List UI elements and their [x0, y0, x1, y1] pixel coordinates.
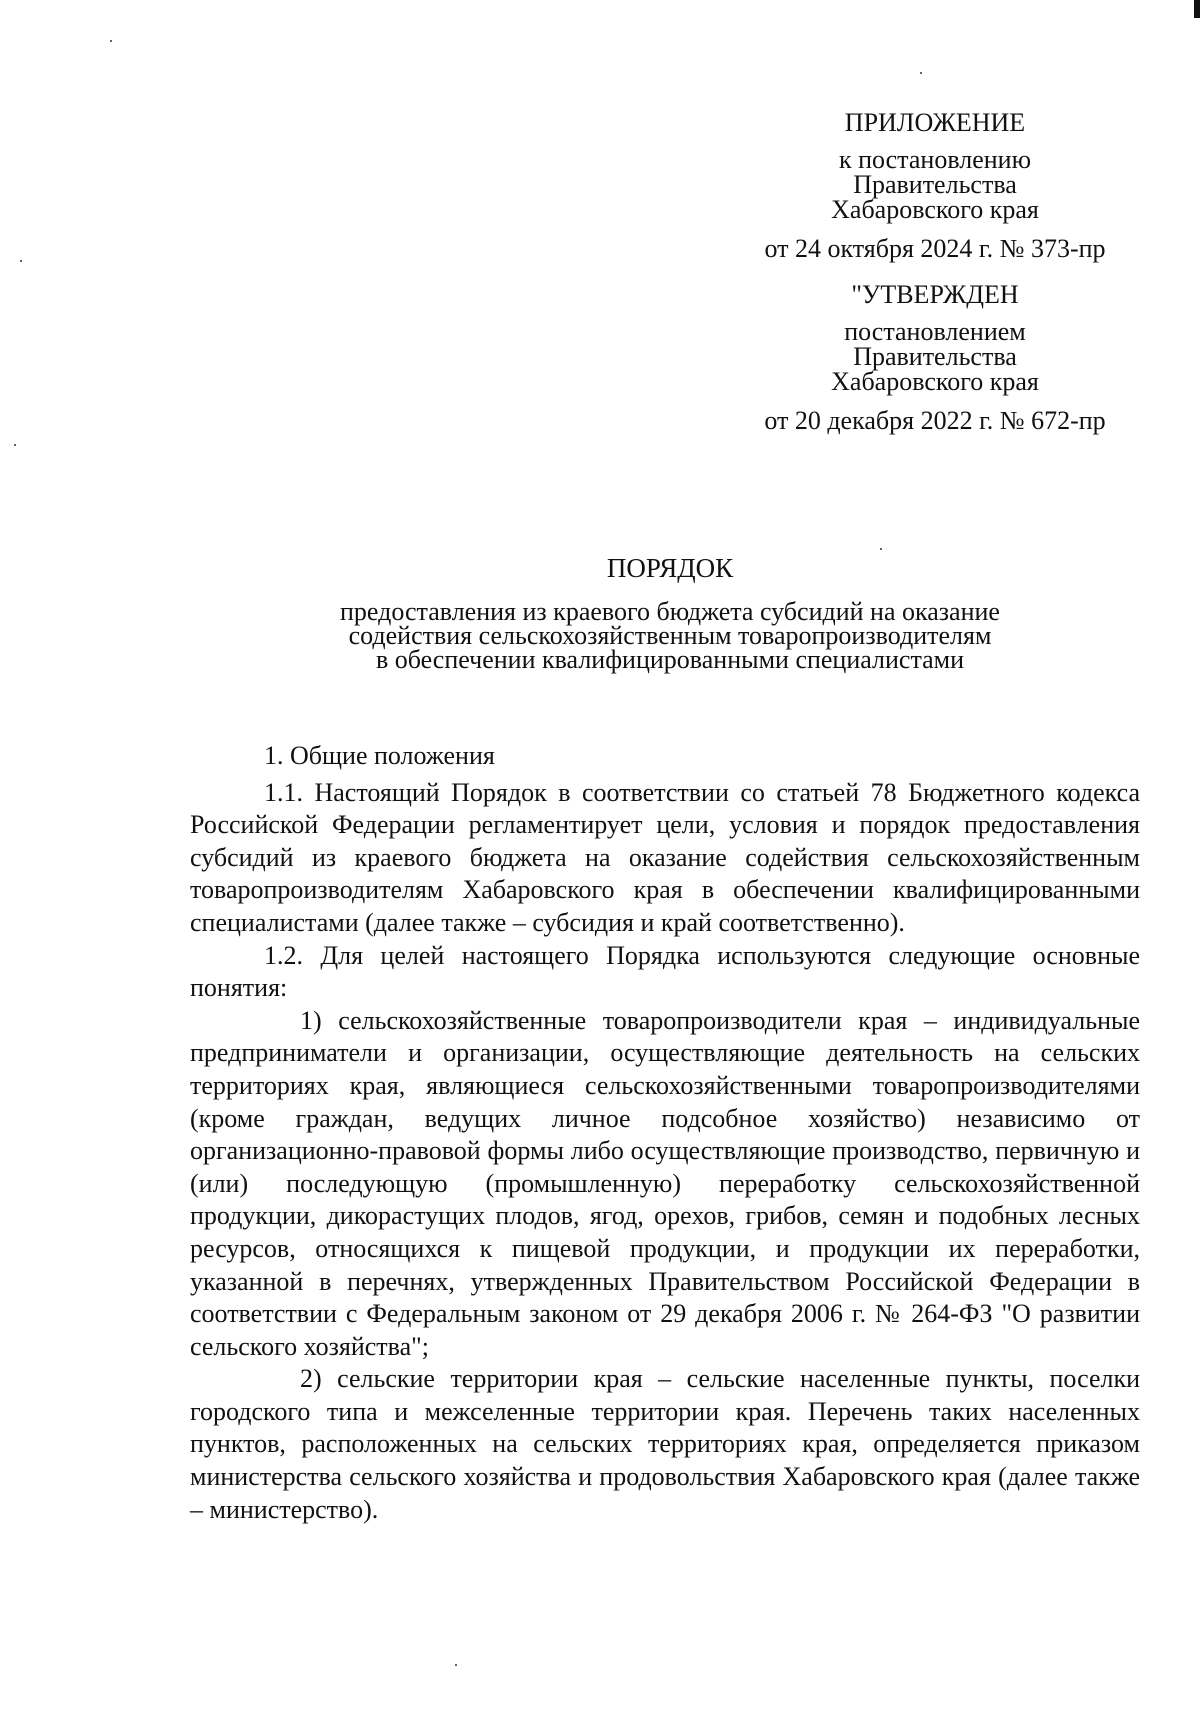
approved-date: от 20 декабря 2022 г. № 672-пр	[764, 406, 1106, 435]
document-title-block	[190, 553, 1150, 674]
approved-heading: "УТВЕРЖДЕН	[851, 280, 1019, 309]
appendix-line: к постановлению	[838, 145, 1032, 174]
document-body	[190, 740, 1140, 1526]
appendix-block	[700, 110, 1170, 261]
approved-block	[700, 282, 1170, 433]
document-subtitle-line: содействия сельскохозяйственным товаропроизводителям	[348, 621, 992, 650]
document-subtitle-line: предоставления из краевого бюджета субсидий на оказание	[340, 597, 1000, 626]
appendix-date: от 24 октября 2024 г. № 373-пр	[764, 234, 1106, 263]
approved-line: Хабаровского края	[831, 367, 1039, 396]
approved-line: постановлением	[844, 317, 1026, 346]
scan-speck	[880, 548, 882, 550]
document-subtitle-line: в обеспечении квалифицированными специалистами	[375, 645, 965, 674]
appendix-heading: ПРИЛОЖЕНИЕ	[844, 108, 1026, 137]
scan-speck	[455, 1664, 457, 1666]
appendix-line: Хабаровского края	[831, 195, 1039, 224]
scan-edge-mark	[1194, 0, 1200, 18]
scan-speck	[110, 40, 112, 42]
paragraph-1-2: 1.2. Для целей настоящего Порядка используются следующие основные понятия:	[190, 940, 1140, 1003]
paragraph-1-1: 1.1. Настоящий Порядок в соответствии со статьей 78 Бюджетного кодекса Российской Федерации регламентирует цели, условия и порядок предоставления субсидий из краевого бюджета на оказание содействия сельскохозяйственным товаропроизводителям Хабаровского края в обеспечении квалифицированными специалистами (далее также – субсидия и край соответственно).	[190, 777, 1140, 937]
appendix-line: Правительства	[853, 170, 1017, 199]
scan-speck	[20, 260, 22, 262]
document-title: ПОРЯДОК	[606, 553, 734, 583]
definition-item-2: 2) сельские территории края – сельские населенные пункты, поселки городского типа и межселенные территории края. Перечень таких населенных пунктов, расположенных на сельских территориях края, определяется приказом министерства сельского хозяйства и продовольствия Хабаровского края (далее также – министерство).	[190, 1364, 1140, 1524]
section-heading: 1. Общие положения	[264, 741, 495, 770]
scan-speck	[920, 72, 922, 74]
approved-line: Правительства	[853, 342, 1017, 371]
definition-item-1: 1) сельскохозяйственные товаропроизводители края – индивидуальные предприниматели и организации, осуществляющие деятельность на сельских территориях края, являющиеся сельскохозяйственными товаропроизводителями (кроме граждан, ведущих личное подсобное хозяйство) независимо от организационно-правовой формы либо осуществляющие производство, первичную и (или) последующую (промышленную) переработку сельскохозяйственной продукции, дикорастущих плодов, ягод, орехов, грибов, семян и подобных лесных ресурсов, относящихся к пищевой продукции, и продукции их переработки, указанной в перечнях, утвержденных Правительством Российской Федерации в соответствии с Федеральным законом от 29 декабря 2006 г. № 264-ФЗ "О развитии сельского хозяйства";	[190, 1005, 1140, 1361]
scan-speck	[14, 444, 16, 446]
